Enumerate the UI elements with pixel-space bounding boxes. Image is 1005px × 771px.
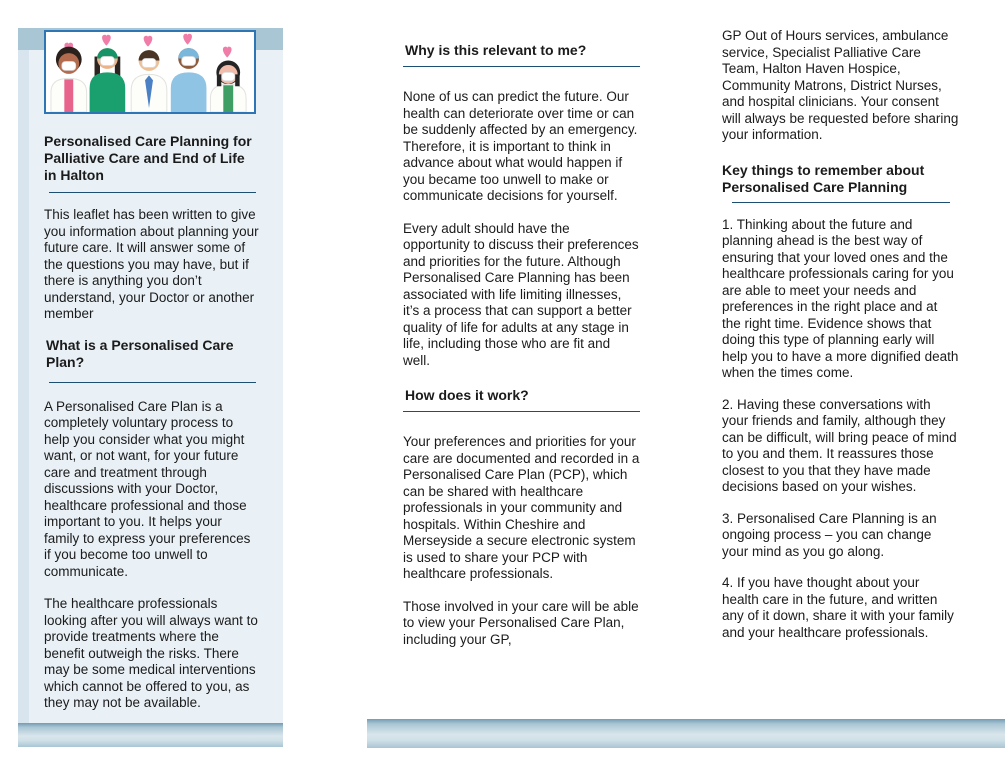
paragraph-treatments: The healthcare professionals looking after you will always want to provide treatments where the benefit outweigh the risks. There may be some medical interventions which cannot be offered to you, as they may not be available. [44, 596, 258, 710]
leaflet-title: Personalised Care Planning for Palliative Care and End of Life in Halton [44, 133, 252, 183]
bottom-accent-bar-right [367, 719, 1005, 748]
left-panel [18, 28, 283, 723]
middle-column [403, 42, 640, 648]
healthcare-team-svg [46, 32, 254, 112]
paragraph-every-adult: Every adult should have the opportunity to discuss their preferences and priorities for the future. Although Personalised Care Planning has been associated with life limiting illnesses, it’s a process that can support a better quality of life for adults at any stage in life, including those who are fit and well. [403, 220, 639, 368]
paragraph-preferences-recorded: Your preferences and priorities for your care are documented and recorded in a Personalised Care Plan (PCP), which can be shared with healthcare professionals in your community and hospitals. Within Cheshire and Merseyside a secure electronic system is used to share your PCP with healthcare professionals. [403, 434, 640, 581]
title-rule [49, 192, 256, 193]
key-point-4: 4. If you have thought about your health care in the future, and written any of it down, share it with your family and your healthcare professionals. [722, 575, 954, 640]
paragraph-pcp-definition: A Personalised Care Plan is a completely voluntary process to help you consider what you might want, or not want, for your future care and treatment through discussions with your Doctor, healthcare professional and those important to you. It helps your family to express your preferences if you become too unwell to communicate. [44, 398, 251, 579]
left-accent-strip [18, 28, 29, 723]
key-point-1: 1. Thinking about the future and planning ahead is the best way of ensuring that your loved ones and the healthcare professionals caring for you are able to meet your needs and preferences in the right place and at the right time. Evidence shows that doing this type of planning early will help you to have a more dignified death when the times come. [722, 216, 959, 380]
section-rule [49, 382, 256, 383]
key-things-rule [732, 202, 950, 203]
section-heading-relevant: Why is this relevant to me? [405, 42, 587, 58]
right-column [722, 28, 959, 641]
relevant-rule [403, 66, 640, 67]
person-nurse-green [90, 48, 126, 112]
how-it-works-rule [403, 411, 640, 412]
section-heading-how-it-works: How does it work? [405, 387, 529, 403]
paragraph-predict-future: None of us can predict the future. Our health can deteriorate over time or can be suddenly affected by an emergency. Therefore, it is important to think in advance about what would happen if you became too unwell to make or communicate decisions for yourself. [403, 89, 638, 203]
bottom-accent-bar-left [18, 723, 283, 747]
key-point-2: 2. Having these conversations with your friends and family, although they can be difficult, will bring peace of mind to you and them. It reassures those closest to you that they have made decisions based on your wishes. [722, 396, 957, 494]
paragraph-services-list: GP Out of Hours services, ambulance service, Specialist Palliative Care Team, Halton Haven Hospice, Community Matrons, District Nurses, and hospital clinicians. Your consent will always be requested before sharing your information. [722, 28, 959, 142]
paragraph-those-involved: Those involved in your care will be able to view your Personalised Care Plan, including your GP, [403, 598, 639, 647]
section-heading-key-things: Key things to remember about Personalised Care Planning [722, 161, 925, 195]
key-point-3: 3. Personalised Care Planning is an ongoing process – you can change your mind as you go along. [722, 510, 937, 559]
intro-paragraph: This leaflet has been written to give you information about planning your future care. It will answer some of the questions you may have, but if there is anything you don’t understand, your Doctor or another member [44, 207, 259, 321]
section-heading-what-is-pcp: What is a Personalised Care Plan? [46, 336, 234, 370]
healthcare-team-illustration [44, 30, 256, 114]
left-column-content [44, 133, 260, 712]
